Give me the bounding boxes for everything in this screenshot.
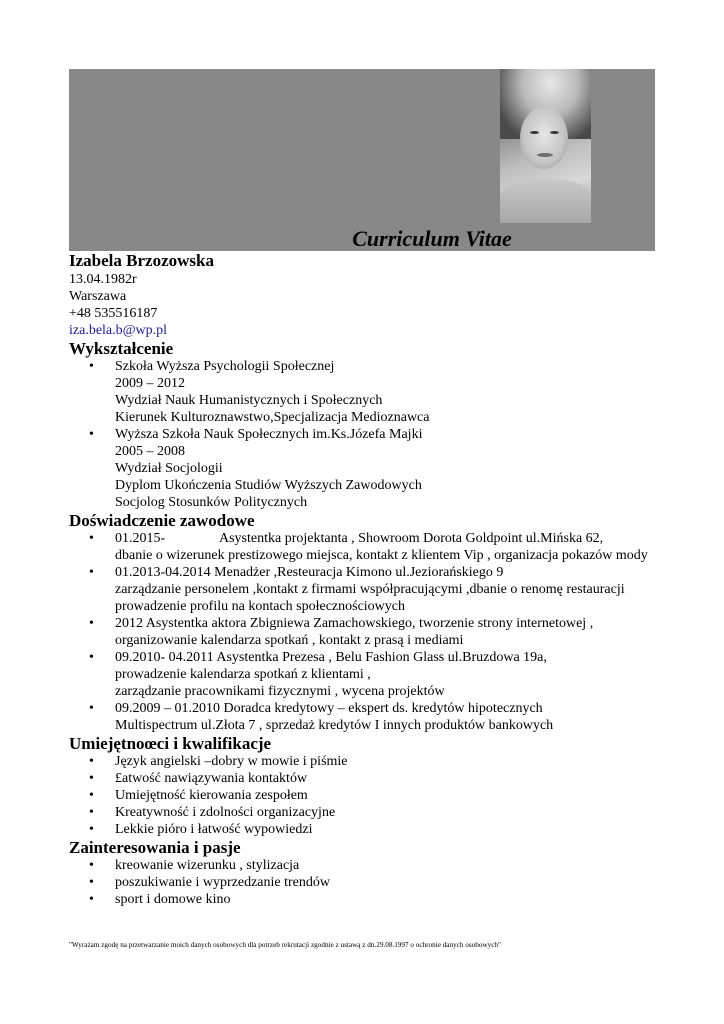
list-item: [69, 564, 659, 615]
job-line: prowadzenie kalendarza spotkań z klientami ,: [115, 667, 371, 682]
list-item: [69, 770, 659, 787]
section-title-skills: Umiejętnoœci i kwalifikacje: [69, 734, 272, 753]
photo-eye-right: [550, 131, 559, 134]
job-line: 01.2013-04.2014 Menadżer ,Resteuracja Kimono ul.Jeziorańskiego 9: [115, 565, 504, 580]
list-item: [69, 426, 659, 511]
bullet-icon: •: [89, 531, 94, 546]
photo-mouth: [537, 153, 553, 157]
edu-line: Wyższa Szkoła Nauk Społecznych im.Ks.Józefa Majki: [115, 427, 423, 442]
photo-face: [520, 107, 568, 169]
bullet-icon: •: [89, 754, 94, 769]
list-item: [69, 615, 659, 649]
edu-line: Socjolog Stosunków Politycznych: [115, 495, 308, 510]
skill-text: £atwość nawiązywania kontaktów: [115, 771, 308, 786]
list-item: [69, 787, 659, 804]
phone: +48 535516187: [69, 306, 158, 321]
list-item: [69, 649, 659, 700]
job-line: organizowanie kalendarza spotkań , kontakt z prasą i mediami: [115, 633, 464, 648]
bullet-icon: •: [89, 858, 94, 873]
job-line: prowadzenie profilu na kontach społecznościowych: [115, 599, 406, 614]
edu-line: 2005 – 2008: [115, 444, 185, 459]
job-line: 09.2010- 04.2011 Asystentka Prezesa , Belu Fashion Glass ul.Bruzdowa 19a,: [115, 650, 547, 665]
list-item: [69, 857, 659, 874]
profile-photo: [500, 69, 591, 223]
skill-text: Lekkie pióro i łatwość wypowiedzi: [115, 822, 313, 837]
bullet-icon: •: [89, 565, 94, 580]
section-title-interests: Zainteresowania i pasje: [69, 838, 241, 857]
list-item: [69, 874, 659, 891]
job-line: Multispectrum ul.Złota 7 , sprzedaż kredytów I innych produktów bankowych: [115, 718, 554, 733]
list-item: [69, 891, 659, 908]
photo-eye-left: [530, 131, 539, 134]
interest-text: kreowanie wizerunku , stylizacja: [115, 858, 300, 873]
list-item: [69, 804, 659, 821]
section-title-experience: Doświadczenie zawodowe: [69, 511, 255, 530]
gdpr-clause: "Wyrażam zgodę na przetwarzanie moich danych osobowych dla potrzeb rekrutacji zgodnie z ustawą z dn.29.08.1997 o ochronie danych osobowych": [69, 941, 501, 949]
job-desc: dbanie o wizerunek prestizowego miejsca, kontakt z klientem Vip , organizacja pokazów mody: [115, 548, 648, 563]
list-item: [69, 821, 659, 838]
edu-line: Kierunek Kulturoznawstwo,Specjalizacja Medioznawca: [115, 410, 430, 425]
list-item: [69, 753, 659, 770]
edu-line: Wydział Socjologii: [115, 461, 223, 476]
bullet-icon: •: [89, 771, 94, 786]
person-name: Izabela Brzozowska: [69, 251, 214, 270]
city: Warszawa: [69, 289, 127, 304]
bullet-icon: •: [89, 805, 94, 820]
bullet-icon: •: [89, 788, 94, 803]
birthdate: 13.04.1982r: [69, 272, 137, 287]
job-line: zarządzanie personelem ,kontakt z firmami współpracującymi ,dbanie o renomę restauracji: [115, 582, 625, 597]
bullet-icon: •: [89, 701, 94, 716]
bullet-icon: •: [89, 427, 94, 442]
edu-line: Wydział Nauk Humanistycznych i Społecznych: [115, 393, 383, 408]
bullet-icon: •: [89, 616, 94, 631]
skill-text: Umiejętność kierowania zespołem: [115, 788, 308, 803]
experience-list: [69, 530, 659, 734]
job-line: 09.2009 – 01.2010 Doradca kredytowy – ekspert ds. kredytów hipotecznych: [115, 701, 543, 716]
skills-list: [69, 753, 659, 838]
section-title-education: Wykształcenie: [69, 339, 174, 358]
photo-shoulders: [500, 179, 591, 223]
list-item: [69, 700, 659, 734]
list-item: [69, 530, 659, 564]
cv-content: [69, 251, 659, 908]
bullet-icon: •: [89, 822, 94, 837]
interest-text: sport i domowe kino: [115, 892, 231, 907]
edu-line: 2009 – 2012: [115, 376, 185, 391]
interest-text: poszukiwanie i wyprzedzanie trendów: [115, 875, 330, 890]
edu-line: Szkoła Wyższa Psychologii Społecznej: [115, 359, 335, 374]
edu-line: Dyplom Ukończenia Studiów Wyższych Zawodowych: [115, 478, 422, 493]
education-list: [69, 358, 659, 511]
bullet-icon: •: [89, 875, 94, 890]
job-line: zarządzanie pracownikami fizycznymi , wycena projektów: [115, 684, 445, 699]
bullet-icon: •: [89, 359, 94, 374]
list-item: [69, 358, 659, 426]
document-title: Curriculum Vitae: [352, 226, 512, 251]
bullet-icon: •: [89, 650, 94, 665]
skill-text: Język angielski –dobry w mowie i piśmie: [115, 754, 348, 769]
job-date: 01.2015-: [115, 531, 166, 546]
skill-text: Kreatywność i zdolności organizacyjne: [115, 805, 336, 820]
interests-list: [69, 857, 659, 908]
bullet-icon: •: [89, 892, 94, 907]
email-link[interactable]: iza.bela.b@wp.pl: [69, 323, 168, 338]
job-role: Asystentka projektanta , Showroom Dorota Goldpoint ul.Mińska 62,: [219, 531, 604, 546]
job-line: 2012 Asystentka aktora Zbigniewa Zamachowskiego, tworzenie strony internetowej ,: [115, 616, 594, 631]
